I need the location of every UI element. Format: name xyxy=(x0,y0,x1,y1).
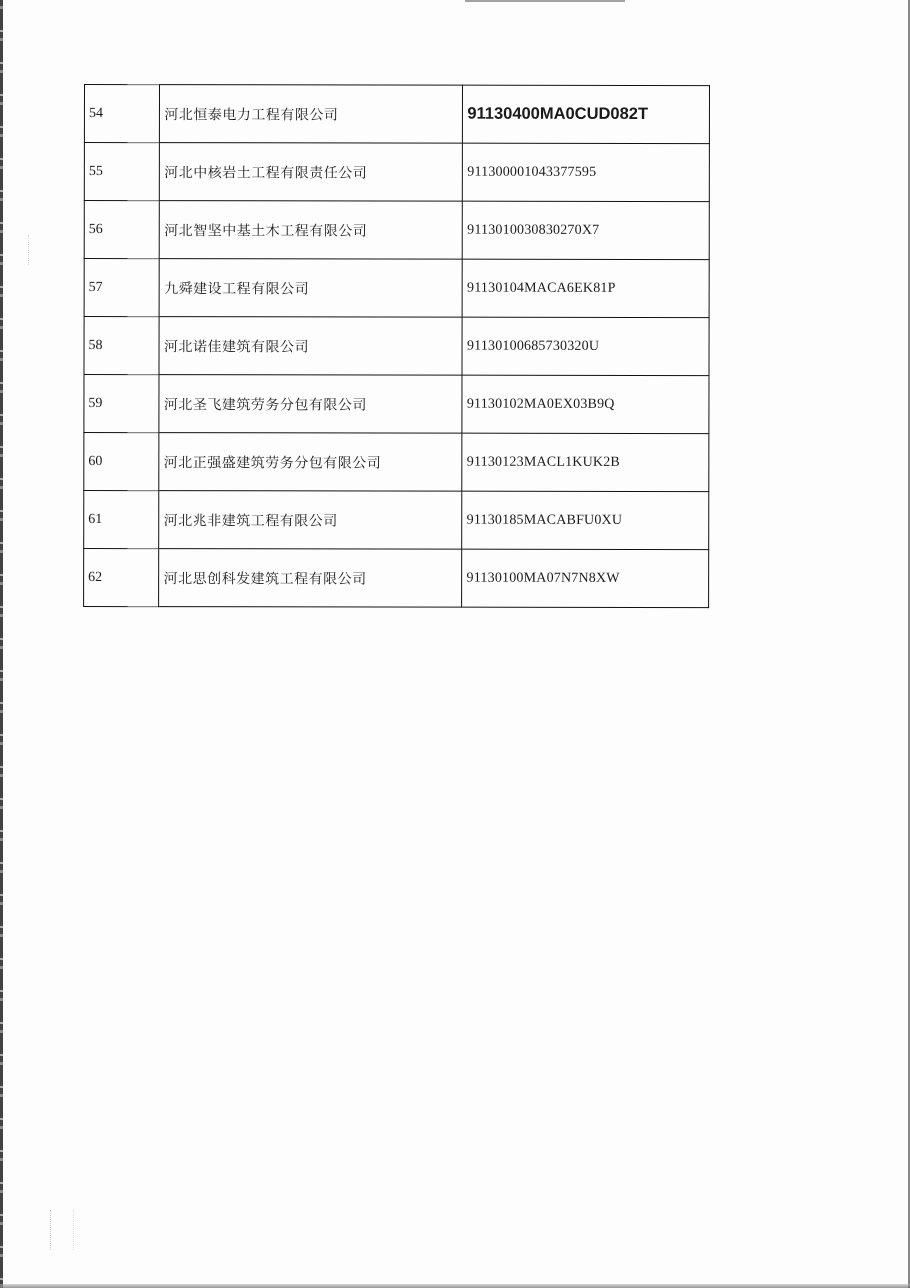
scan-noise xyxy=(50,1210,74,1250)
company-name: 河北中核岩土工程有限责任公司 xyxy=(160,143,463,202)
company-name: 河北诺佳建筑有限公司 xyxy=(159,317,462,376)
row-number: 56 xyxy=(84,201,160,259)
credit-code: 91130123MACL1KUK2B xyxy=(462,433,709,491)
credit-code: 91130400MA0CUD082T xyxy=(463,85,710,143)
row-number: 55 xyxy=(84,143,160,201)
credit-code: 91130100MA07N7N8XW xyxy=(462,549,709,607)
row-number: 58 xyxy=(84,317,160,375)
table-row xyxy=(84,317,709,376)
scan-edge-bottom xyxy=(0,1284,910,1288)
row-number: 57 xyxy=(84,259,160,317)
credit-code: 911300001043377595 xyxy=(463,143,710,201)
table-row xyxy=(84,259,709,318)
company-name: 河北兆非建筑工程有限公司 xyxy=(159,491,462,550)
table-row xyxy=(84,491,709,550)
row-number: 59 xyxy=(84,375,160,433)
credit-code: 91130102MA0EX03B9Q xyxy=(462,375,709,433)
credit-code: 9113010030830270X7 xyxy=(463,201,710,259)
company-table xyxy=(83,84,710,608)
row-number: 62 xyxy=(84,549,160,607)
row-number: 54 xyxy=(84,85,160,143)
scan-noise xyxy=(28,235,37,265)
company-name: 河北智坚中基土木工程有限公司 xyxy=(160,201,463,260)
scan-top-mark xyxy=(465,0,625,2)
company-name: 河北正强盛建筑劳务分包有限公司 xyxy=(159,433,462,492)
row-number: 60 xyxy=(84,433,160,491)
credit-code: 91130104MACA6EK81P xyxy=(462,259,709,317)
row-number: 61 xyxy=(84,491,160,549)
credit-code: 91130100685730320U xyxy=(462,317,709,375)
table-row xyxy=(84,201,709,260)
table-row xyxy=(84,549,709,608)
table-row xyxy=(84,433,709,492)
company-name: 河北思创科发建筑工程有限公司 xyxy=(159,549,462,608)
company-name: 河北圣飞建筑劳务分包有限公司 xyxy=(159,375,462,434)
company-name: 九舜建设工程有限公司 xyxy=(160,259,463,318)
credit-code: 91130185MACABFU0XU xyxy=(462,491,709,549)
table-row xyxy=(84,375,709,434)
table-row xyxy=(84,85,709,144)
scan-edge-left xyxy=(0,0,3,1288)
table-row xyxy=(84,143,709,202)
company-name: 河北恒泰电力工程有限公司 xyxy=(160,85,463,144)
